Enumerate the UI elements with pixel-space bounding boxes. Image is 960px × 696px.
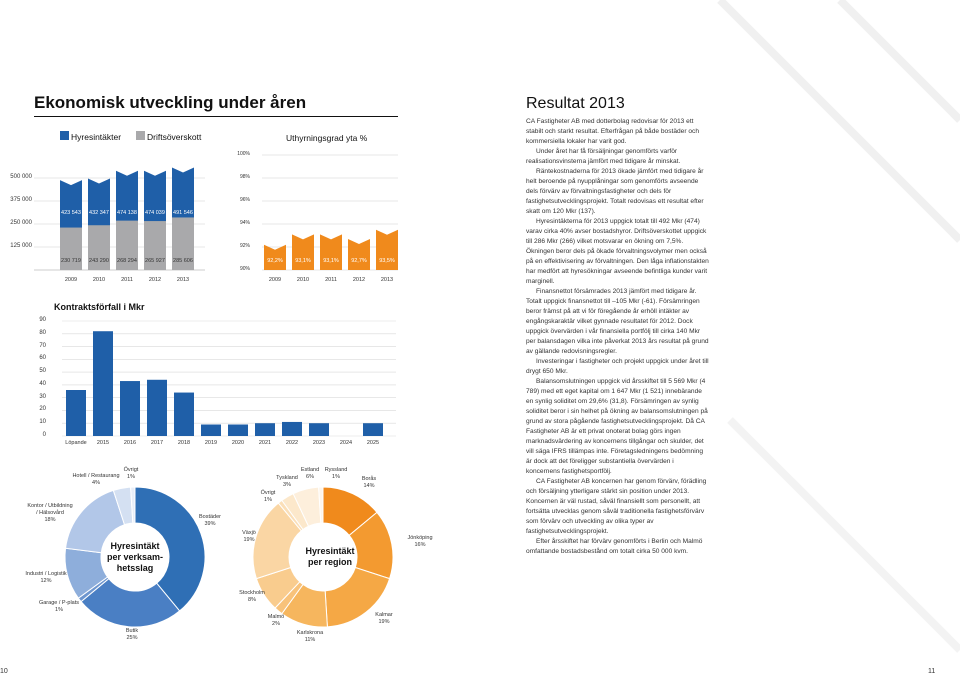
region-label-jonkoping-value: 16% <box>414 542 426 548</box>
result-paragraph: Under året har få försäljningar genomförts varför realisationsvinsterna jämfört med tidigare år minskat. <box>526 148 681 165</box>
title-rule <box>34 116 398 117</box>
surplus-value-label: 243 290 <box>89 258 109 264</box>
lease-y-tick: 80 <box>39 329 46 336</box>
lease-bar <box>93 331 113 436</box>
lease-bar <box>228 425 248 437</box>
decorative-lines <box>700 0 960 696</box>
lease-bar <box>201 425 221 437</box>
occupancy-y-tick: 94% <box>239 220 250 226</box>
region-label-ovrigt-name: Övrigt <box>260 490 276 496</box>
region-label-ryssland <box>320 467 352 481</box>
occupancy-value-label: 92,2% <box>267 258 283 264</box>
region-label-stockholm-value: 8% <box>248 597 256 603</box>
lease-y-tick: 40 <box>39 380 46 387</box>
income-year-label: 2009 <box>64 277 78 283</box>
region-label-ovrigt <box>253 490 283 504</box>
pie-label-industri-name: Industri / Logistik <box>25 571 67 577</box>
region-label-tyskland-value: 3% <box>283 482 291 488</box>
income-year-label: 2012 <box>148 277 162 283</box>
left-page-number: 10 <box>0 668 8 675</box>
result-paragraph: Balansomslutningen uppgick vid årsskiftet till 5 569 Mkr (4 789) med ett eget kapital om 1 647 Mkr (1 521) innebärande en synlig soliditet om 29,6% (31,8). Försämringen av synlig soliditet beror i sin helhet på ökning av balansomslutningen på grund av stora pågående fastighetsutvecklingsprojekt. Då CA Fastigheter AB är ett privat onoterat bolag görs ingen marknadsvärdering av koncernens tillgångar och skulder, det vill säga IFRS tillämpas inte. Företagsledningens bedömning är dock att det föreligger substantiella övervärden i koncernens fastighetsportfölj. <box>526 378 708 475</box>
result-paragraph: Investeringar i fastigheter och projekt uppgick under året till drygt 650 Mkr. <box>526 358 709 375</box>
result-body <box>526 117 709 557</box>
pie-activity-center-line-1: Hyresintäkt <box>110 541 160 551</box>
legend-income-swatch <box>60 131 69 140</box>
region-label-boras <box>354 476 384 490</box>
lease-y-tick: 70 <box>39 342 46 349</box>
region-label-karlskrona-name: Karlskrona <box>296 630 324 636</box>
region-label-boras-name: Borås <box>361 476 377 482</box>
surplus-value-label: 268 294 <box>117 258 137 264</box>
legend-surplus-label: Driftsöverskott <box>147 132 202 142</box>
pie-label-bostader-name: Bostäder <box>198 514 221 520</box>
page-title: Ekonomisk utveckling under åren <box>34 93 307 112</box>
occupancy-bar <box>348 239 370 270</box>
lease-y-tick: 20 <box>39 406 46 413</box>
result-paragraph: Finansnettot försämrades 2013 jämfört med tidigare år. Totalt uppgick finansnettot till –105 Mkr (-61). Försämringen beror främst på att vi för föregående år erhöll intäkter av engångskaraktär vilket gynnade resultatet för 2012. Dock uppgick övervärden i vår finansiella portfölj till cirka 140 Mkr per balansdagen vilka inte påverkat 2013 års resultat på grund av gällande redovisningsregler. <box>526 288 709 355</box>
occupancy-y-tick: 96% <box>239 197 250 203</box>
lease-y-tick: 0 <box>42 432 46 438</box>
pie-label-garage <box>34 600 84 614</box>
pie-label-bostader <box>190 514 230 528</box>
lease-bar <box>309 423 329 436</box>
occupancy-bar <box>320 234 342 270</box>
lease-bar <box>120 381 140 436</box>
result-paragraph: CA Fastigheter AB med dotterbolag redovisar för 2013 ett stabilt och starkt resultat. Efterfrågan på både bostäder och kommersiella lokaler har varit god. <box>526 118 700 145</box>
occupancy-y-tick: 90% <box>239 266 250 272</box>
lease-category-label: 2020 <box>231 440 245 446</box>
income-year-label: 2011 <box>121 277 133 283</box>
pie-label-bostader-value: 39% <box>204 521 216 527</box>
pie-label-industri-value: 12% <box>40 578 52 584</box>
lease-y-tick: 60 <box>39 355 46 362</box>
region-label-malmo-value: 2% <box>272 621 280 627</box>
region-label-stockholm <box>234 590 270 604</box>
pie-label-ovrigt-value: 1% <box>127 474 135 480</box>
lease-category-label: 2023 <box>312 440 326 446</box>
pie-activity-center-label <box>98 541 172 574</box>
deco-line-1 <box>720 0 960 240</box>
pie-region-center-label <box>290 546 370 568</box>
income-value-label: 474 039 <box>145 210 165 216</box>
occupancy-y-tick: 98% <box>239 174 250 180</box>
income-bars <box>60 168 194 270</box>
region-label-karlskrona <box>288 630 332 644</box>
lease-category-label: 2015 <box>96 440 110 446</box>
occupancy-year-label: 2013 <box>380 277 394 283</box>
occupancy-value-label: 93,1% <box>295 258 311 264</box>
occupancy-chart <box>230 140 400 290</box>
income-y-tick: 125 000 <box>10 243 32 249</box>
lease-bars <box>66 331 383 436</box>
region-label-vaxjo <box>234 530 264 544</box>
lease-bar <box>174 393 194 436</box>
deco-line-3 <box>730 420 960 650</box>
income-value-label: 491 546 <box>173 210 193 216</box>
pie-label-garage-value: 1% <box>55 607 63 613</box>
income-value-label: 432 347 <box>89 210 109 216</box>
pie-label-garage-name: Garage / P-plats <box>38 600 80 606</box>
result-paragraph: Efter årsskiftet har förvärv genomförts i Berlin och Malmö omfattande bostadsbestånd om totalt cirka 50 000 kvm. <box>526 538 703 555</box>
pie-activity-center-line-3: hetsslag <box>116 563 154 573</box>
right-page-number: 11 <box>928 668 936 675</box>
pie-label-kontor-name: Kontor / Utbildning <box>27 503 73 509</box>
region-label-kalmar-name: Kalmar <box>375 612 393 618</box>
pie-activity-center-line-2: per verksam- <box>106 552 164 562</box>
lease-bar <box>255 423 275 436</box>
pie-label-ovrigt <box>116 467 146 481</box>
income-value-label: 423 543 <box>61 210 81 216</box>
deco-line-2 <box>840 0 960 120</box>
income-y-tick: 375 000 <box>10 197 32 203</box>
result-paragraph: Räntekostnaderna för 2013 ökade jämfört med tidigare år helt beroende på nyupplåningar som genomförts avseende dels förvärv av förvaltningsfastigheter och dels för fastighetsutvecklingsprojekt. Totalt redovisas ett resultat efter skatt om 120 Mkr (137). <box>526 168 704 215</box>
pie-label-butik <box>112 628 152 642</box>
region-label-stockholm-name: Stockholm <box>239 590 265 596</box>
result-paragraph: Hyresintäkterna för 2013 uppgick totalt till 492 Mkr (474) varav cirka 40% avser bostadshyror. Driftsöverskottet uppgick till 286 Mkr (266) vilket motsvarar en ökning om 7,5%. Ökningen beror dels på ökade förvaltningsvolymer men också på en effektivisering av förvaltningen. Den låga inflationstakten har medfört att hyresökningar avseende befintliga kunder varit marginell. <box>526 218 709 285</box>
income-year-label: 2013 <box>176 277 190 283</box>
lease-chart <box>0 310 400 450</box>
occupancy-title: Uthyrningsgrad yta % <box>286 133 368 143</box>
region-label-tyskland-name: Tyskland <box>276 475 298 481</box>
lease-bar <box>282 422 302 436</box>
region-label-boras-value: 14% <box>363 483 375 489</box>
region-label-jonkoping-name: Jönköping <box>407 535 433 541</box>
income-y-tick: 250 000 <box>10 220 32 226</box>
occupancy-year-label: 2011 <box>325 277 337 283</box>
occupancy-bar <box>292 234 314 270</box>
income-y-tick: 500 000 <box>10 174 32 180</box>
lease-category-label: 2018 <box>177 440 191 446</box>
pie-label-kontor-value: 18% <box>44 517 56 523</box>
income-chart <box>0 120 210 290</box>
lease-category-label: 2025 <box>366 440 380 446</box>
occupancy-year-label: 2012 <box>352 277 366 283</box>
pie-label-butik-name: Butik <box>125 628 139 634</box>
result-paragraph: CA Fastigheter AB koncernen har genom förvärv, förädling och försäljning ytterligare stärkt sin position under 2013. Koncernen är väl rustad, såväl finansiellt som personellt, att fortsätta utvecklas genom såväl traditionella fastighetsförvärv som förvärv och utveckling av olika typer av fastighetsutvecklingsprojekt. <box>526 478 707 535</box>
lease-category-label: Löpande <box>65 440 87 446</box>
region-label-estland-name: Estland <box>300 467 320 473</box>
occupancy-year-label: 2010 <box>296 277 310 283</box>
lease-category-label: 2021 <box>258 440 272 446</box>
result-title: Resultat 2013 <box>526 95 625 112</box>
lease-y-tick: 90 <box>39 317 46 323</box>
region-label-estland-value: 6% <box>306 474 314 480</box>
pie-region-center-line-1: Hyresintäkt <box>305 546 355 556</box>
region-label-vaxjo-value: 19% <box>243 537 255 543</box>
lease-category-label: 2022 <box>285 440 299 446</box>
pie-label-butik-value: 25% <box>126 635 138 641</box>
surplus-value-label: 230 719 <box>61 258 81 264</box>
pie-label-kontor <box>24 503 76 524</box>
occupancy-value-label: 93,5% <box>379 258 395 264</box>
lease-y-tick: 30 <box>39 393 46 400</box>
lease-y-tick: 10 <box>39 419 46 426</box>
pie-label-kontor-name-2: / Hälsovård <box>36 510 64 516</box>
lease-category-label: 2017 <box>150 440 164 446</box>
lease-category-label: 2019 <box>204 440 218 446</box>
lease-y-tick: 50 <box>39 368 46 375</box>
pie-label-hotell-name: Hotell / Restaurang <box>72 473 120 479</box>
region-label-malmo-name: Malmö <box>267 614 285 620</box>
lease-category-label: 2016 <box>123 440 137 446</box>
income-value-label: 474 138 <box>117 210 137 216</box>
occupancy-y-tick: 92% <box>239 243 250 249</box>
region-label-vaxjo-name: Växjö <box>242 530 256 536</box>
pie-region-center-line-2: per region <box>307 557 352 567</box>
surplus-value-label: 285 606 <box>173 258 193 264</box>
region-label-ovrigt-value: 1% <box>264 497 272 503</box>
lease-bar <box>363 423 383 436</box>
region-label-ryssland-value: 1% <box>332 474 340 480</box>
pie-label-industri <box>18 571 74 585</box>
region-label-malmo <box>260 614 292 628</box>
legend-surplus-swatch <box>136 131 145 140</box>
region-label-kalmar <box>366 612 402 626</box>
surplus-value-label: 265 927 <box>145 258 165 264</box>
lease-title: Kontraktsförfall i Mkr <box>54 302 145 312</box>
region-label-kalmar-value: 19% <box>378 619 390 625</box>
legend-income-label: Hyresintäkter <box>71 132 122 142</box>
region-label-ryssland-name: Ryssland <box>324 467 348 473</box>
pie-label-hotell-value: 4% <box>92 480 100 486</box>
occupancy-value-label: 92,7% <box>351 258 367 264</box>
occupancy-y-tick: 100% <box>237 151 250 157</box>
pie-label-ovrigt-name: Övrigt <box>123 467 139 473</box>
lease-bar <box>147 380 167 436</box>
occupancy-value-label: 93,1% <box>323 258 339 264</box>
occupancy-year-label: 2009 <box>268 277 282 283</box>
lease-bar <box>66 390 86 436</box>
region-label-jonkoping <box>400 535 440 549</box>
income-year-label: 2010 <box>92 277 106 283</box>
lease-category-label: 2024 <box>339 440 353 446</box>
region-label-karlskrona-value: 11% <box>304 637 316 643</box>
